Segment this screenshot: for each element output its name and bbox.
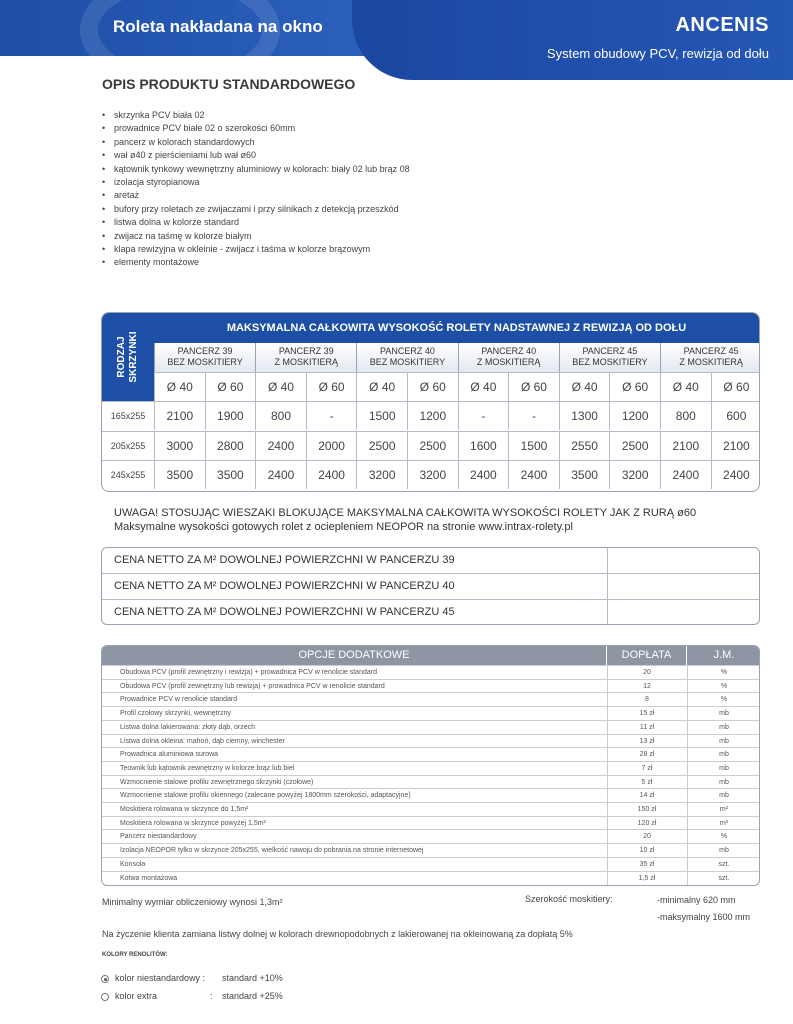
list-item: • zwijacz na taśmę w kolorze białym (102, 230, 410, 243)
group-line-2: Z MOSKITIERĄ (476, 357, 541, 367)
min-area-note: Minimalny wymiar obliczeniowy wynosi 1,3m² (102, 897, 283, 907)
table-row (102, 829, 760, 843)
mosquito-width-label: Szerokość moskitiery: (525, 894, 613, 904)
group-line-1: PANCERZ 40 (380, 346, 435, 356)
option-unit: mb (719, 847, 729, 855)
option-price: 35 zł (639, 860, 655, 868)
option-price: 12 (643, 682, 651, 690)
table-cell: 2550 (559, 431, 610, 460)
list-item: • wał ø40 z pierścieniami lub wał ø60 (102, 149, 410, 162)
group-line-1: PANCERZ 40 (481, 346, 537, 356)
page-title: Roleta nakładana na okno (113, 17, 323, 36)
table-cell: 3500 (205, 460, 256, 489)
table-cell: 3200 (407, 460, 458, 489)
option-unit: % (720, 696, 728, 704)
brand-name: ANCENIS (675, 14, 769, 36)
table-cell: 2400 (660, 460, 711, 489)
table-cell: 2500 (356, 431, 407, 460)
color-swap-note: Na życzenie klienta zamiana listwy dolnej w kolorach drewnopodobnych z lakierowanej na okleinowaną za dopłatą 5% (102, 929, 573, 939)
option-desc: Prowadnice PCV w renolicie standard (120, 696, 238, 704)
option-unit: % (720, 833, 728, 841)
option-unit: % (720, 682, 728, 690)
diameter-header: Ø 60 (407, 372, 458, 401)
price-row (102, 574, 760, 600)
option-desc: Listwa dolna lakierowana: złoty dąb, orzech (120, 723, 256, 731)
box-size-label: 165x255 (102, 401, 154, 430)
option-desc: Wzmocnienie stalowe profilu okiennego (zalecane powyżej 1800mm szerokości, adaptacyjne) (120, 792, 411, 800)
table-row (102, 788, 760, 802)
option-price: 28 zł (639, 751, 655, 759)
list-item: • prowadnice PCV białe 02 o szerokości 60mm (102, 122, 410, 135)
warning-line-2: Maksymalne wysokości gotowych rolet z ociepleniem NEOPOR na stronie www.intrax-rolety.pl (114, 521, 573, 533)
option-unit: % (720, 669, 728, 676)
group-line-2: BEZ MOSKITIERY (167, 357, 243, 367)
table-cell: 800 (660, 401, 711, 430)
box-type-header (102, 313, 154, 401)
table-row (102, 679, 760, 693)
group-header (356, 343, 457, 372)
table-cell: 2400 (306, 460, 357, 489)
diameter-header: Ø 60 (609, 372, 660, 401)
table-cell: 1200 (609, 401, 660, 430)
diameter-header: Ø 60 (306, 372, 357, 401)
diameter-header: Ø 60 (711, 372, 760, 401)
option-desc: Listwa dolna okleina: mahoń, dąb ciemny, winchester (120, 737, 285, 745)
option-price: 15 zł (639, 710, 655, 718)
option-unit: mb (719, 792, 729, 800)
warning-note (114, 506, 696, 534)
table-cell: 2400 (508, 460, 559, 489)
option-price: 10 zł (639, 847, 655, 855)
table-row (102, 775, 760, 789)
diameter-header: Ø 40 (154, 372, 205, 401)
option-desc: Wzmocnienie stalowe profilu zewnętrznego skrzynki (czołowe) (120, 778, 314, 786)
list-item: • elementy montażowe (102, 256, 410, 269)
box-type-label-1: RODZAJ (116, 336, 127, 378)
table-cell: 2000 (306, 431, 357, 460)
table-cell: 3200 (356, 460, 407, 489)
diameter-header: Ø 40 (255, 372, 306, 401)
list-item: • kątownik tynkowy wewnętrzny aluminiowy w kolorach: biały 02 lub brąz 08 (102, 163, 410, 176)
options-header-desc: OPCJE DODATKOWE (102, 646, 606, 665)
box-size-label: 205x255 (102, 431, 154, 460)
table-cell: 2500 (407, 431, 458, 460)
diameter-header: Ø 40 (356, 372, 407, 401)
option-price: 11 zł (639, 723, 655, 731)
option-price: 20 (643, 669, 651, 676)
option-price: 7 zł (641, 764, 653, 772)
table-cell: 2400 (255, 460, 306, 489)
list-item: • klapa rewizyjna w okleinie - zwijacz i taśma w kolorze brązowym (102, 243, 410, 256)
group-header (660, 343, 760, 372)
option-unit: szt. (718, 860, 730, 868)
table-cell: 2100 (660, 431, 711, 460)
option-unit: m² (719, 819, 729, 827)
table-row (102, 692, 760, 706)
header-swirl-decoration (80, 0, 280, 80)
table-cell: 2800 (205, 431, 256, 460)
diameter-header: Ø 60 (508, 372, 559, 401)
group-line-1: PANCERZ 39 (278, 346, 334, 356)
table-cell: 1500 (356, 401, 407, 430)
table-cell: 3200 (609, 460, 660, 489)
option-desc: Obudowa PCV (profil zewnętrzny lub rewizja) + prowadnica PCV w renolicie standard (120, 682, 385, 690)
option-unit: mb (719, 737, 729, 745)
diameter-header: Ø 40 (458, 372, 509, 401)
table-cell: 3500 (154, 460, 205, 489)
table-row (102, 761, 760, 775)
option-desc: Kotwa montażowa (120, 874, 178, 882)
group-line-2: Z MOSKITIERĄ (274, 357, 339, 367)
table-cell: 1600 (458, 431, 509, 460)
mosquito-max: -maksymalny 1600 mm (657, 912, 751, 922)
page-header (0, 0, 793, 80)
group-line-1: PANCERZ 45 (683, 346, 739, 356)
warning-line-1: UWAGA! STOSUJĄC WIESZAKI BLOKUJĄCE MAKSYMALNA CAŁKOWITA WYSOKOŚCI ROLETY JAK Z RURĄ ø60 (114, 507, 697, 519)
header-right-band (352, 0, 793, 80)
options-table (101, 645, 760, 886)
table-cell: 1200 (407, 401, 458, 430)
group-line-2: BEZ MOSKITIERY (572, 357, 648, 367)
option-price: 150 zł (637, 806, 657, 813)
options-header-price: DOPŁATA (607, 646, 686, 665)
group-header (154, 343, 255, 372)
table-cell: - (306, 401, 357, 430)
table-cell: 1300 (559, 401, 610, 430)
option-price: 5 zł (641, 778, 653, 786)
option-desc: Pancerz niestandardowy (120, 833, 197, 841)
option-unit: mb (719, 723, 729, 731)
color-option-radio[interactable] (101, 975, 109, 983)
list-item: • aretaż (102, 189, 410, 202)
color1-label: kolor niestandardowy : (115, 973, 206, 983)
price-row (102, 548, 760, 574)
table-row (102, 857, 760, 871)
box-size-label: 245x255 (102, 460, 154, 489)
list-item: • bufory przy roletach ze zwijaczami i przy silnikach z detekcją przeszkód (102, 203, 410, 216)
table-cell: 2500 (609, 431, 660, 460)
color2-colon: : (210, 991, 213, 1001)
table-row (102, 665, 760, 679)
color2-value: standard +25% (222, 991, 283, 1001)
table-cell: 1900 (205, 401, 256, 430)
option-price: 8 (645, 696, 649, 704)
group-line-2: Z MOSKITIERĄ (679, 357, 743, 367)
option-unit: m² (719, 806, 729, 813)
table-cell: 3500 (559, 460, 610, 489)
diameter-header: Ø 40 (660, 372, 711, 401)
price-label: CENA NETTO ZA M² DOWOLNEJ POWIERZCHNI W PANCERZU 40 (114, 580, 455, 592)
max-height-table (101, 312, 760, 492)
box-type-label-2: SKRZYNKI (128, 331, 139, 383)
options-header-unit: J.M. (687, 646, 760, 665)
table-cell: 2400 (458, 460, 509, 489)
colors-title: KOLORY RENOLITÓW: (102, 952, 168, 958)
option-desc: Obudowa PCV (profil zewnętrzny i rewizja) + prowadnica PCV w renolicie standard (120, 669, 377, 676)
option-unit: szt. (718, 874, 730, 882)
option-price: 120 zł (637, 819, 657, 827)
option-unit: mb (719, 764, 729, 772)
table-cell: - (458, 401, 509, 430)
group-header (458, 343, 559, 372)
list-item: • izolacja styropianowa (102, 176, 410, 189)
mosquito-min: -minimalny 620 mm (657, 895, 736, 905)
option-unit: mb (719, 710, 729, 718)
option-unit: mb (719, 778, 729, 786)
table-cell: 800 (255, 401, 306, 430)
table-row (102, 802, 760, 816)
feature-list (102, 109, 410, 270)
group-line-1: PANCERZ 39 (177, 346, 233, 356)
price-row (102, 600, 760, 625)
price-label: CENA NETTO ZA M² DOWOLNEJ POWIERZCHNI W PANCERZU 39 (114, 554, 455, 566)
option-price: 1,5 zł (638, 874, 656, 882)
option-price: 20 (643, 833, 651, 841)
table-row (102, 720, 760, 734)
group-line-2: BEZ MOSKITIERY (369, 357, 446, 367)
table-cell: - (508, 401, 559, 430)
table-row (102, 747, 760, 761)
list-item: • pancerz w kolorach standardowych (102, 136, 410, 149)
table-cell: 2400 (255, 431, 306, 460)
table-cell: 600 (711, 401, 760, 430)
table-row (102, 734, 760, 748)
price-label: CENA NETTO ZA M² DOWOLNEJ POWIERZCHNI W PANCERZU 45 (114, 606, 455, 618)
table-cell: 3000 (154, 431, 205, 460)
table-cell: 2100 (154, 401, 205, 430)
table-cell: 2400 (711, 460, 760, 489)
table-row (102, 816, 760, 830)
color-option-radio[interactable] (101, 993, 109, 1001)
color2-label: kolor extra (115, 991, 158, 1001)
price-table (101, 547, 760, 625)
page-subtitle: System obudowy PCV, rewizja od dołu (546, 46, 769, 61)
group-header (559, 343, 660, 372)
option-price: 14 zł (639, 792, 655, 800)
list-item: • listwa dolna w kolorze standard (102, 216, 410, 229)
option-desc: Teownik lub kątownik zewnętrzny w kolorze brąz lub biel (120, 764, 295, 772)
option-desc: Moskitiera rolowana w skrzynce do 1,5m² (120, 806, 249, 813)
color1-value: standard +10% (222, 973, 283, 983)
max-height-title: MAKSYMALNA CAŁKOWITA WYSOKOŚĆ ROLETY NADSTAWNEJ Z REWIZJĄ OD DOŁU (154, 313, 759, 343)
option-unit: mb (719, 751, 729, 759)
option-desc: Profil czołowy skrzynki, wewnętrzny (120, 710, 231, 718)
diameter-header: Ø 40 (559, 372, 610, 401)
table-row (102, 843, 760, 857)
table-row (102, 706, 760, 720)
table-row (102, 871, 760, 885)
option-desc: Prowadnica aluminiowa surowa (120, 751, 219, 759)
option-desc: Konsola (120, 860, 146, 868)
option-desc: Moskitiera rolowana w skrzynce powyżej 1,5m² (120, 819, 266, 827)
group-header (255, 343, 356, 372)
option-price: 13 zł (639, 737, 655, 745)
option-desc: Izolacja NEOPOR tylko w skrzynce 205x255, wielkość nawoju do pobrania na stronie internetowej (120, 847, 424, 855)
diameter-header: Ø 60 (205, 372, 256, 401)
section-title: OPIS PRODUKTU STANDARDOWEGO (102, 76, 356, 92)
table-cell: 2100 (711, 431, 760, 460)
group-line-1: PANCERZ 45 (582, 346, 638, 356)
list-item: • skrzynka PCV biała 02 (102, 109, 410, 122)
table-cell: 1500 (508, 431, 559, 460)
